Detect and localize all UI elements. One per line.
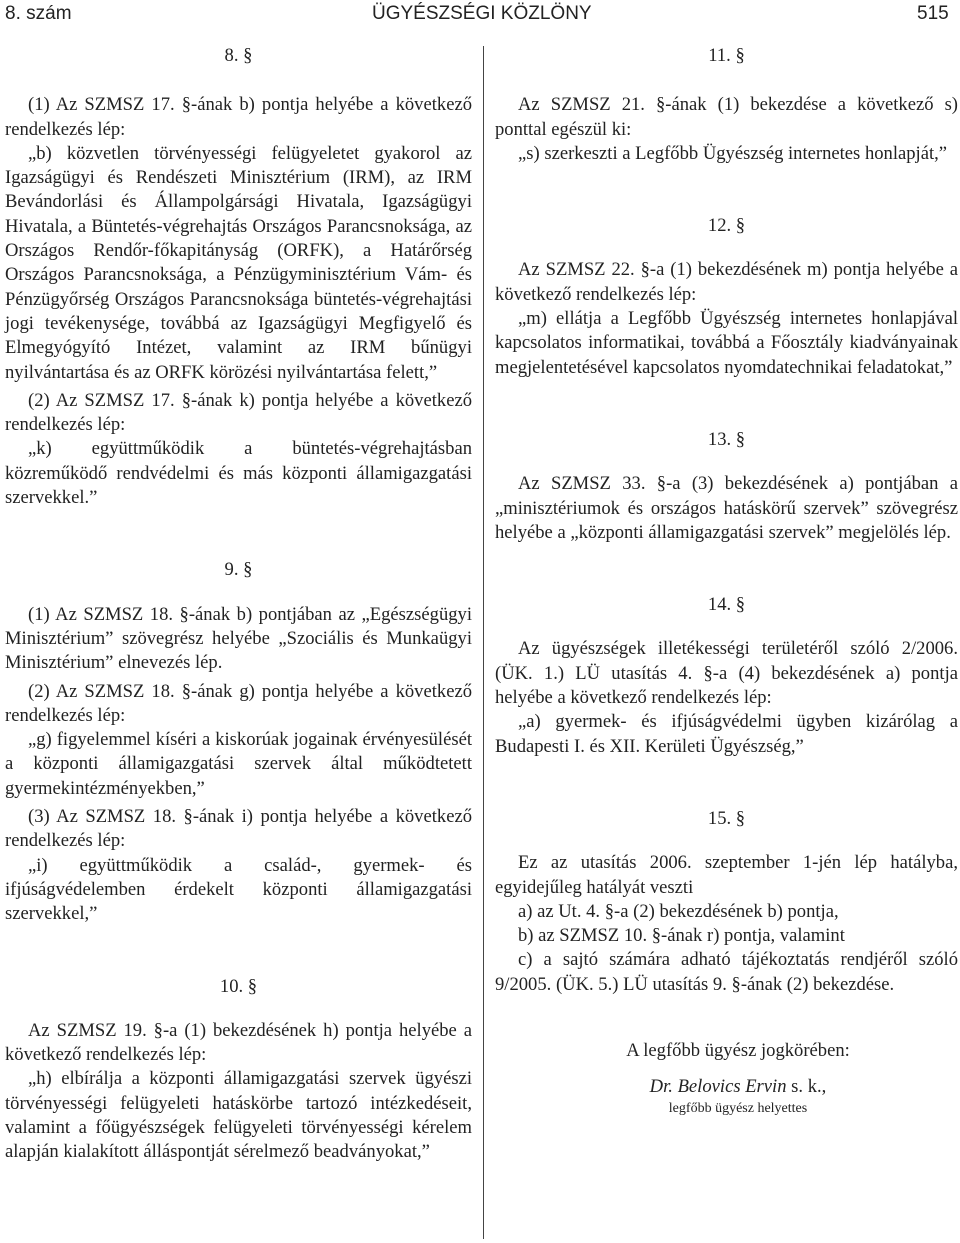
section-heading-15: 15. § — [707, 807, 746, 829]
quoted-provision: „k) együttműködik a büntetés-végrehajtásban közreműködő rendvédelmi és más központi államigazgatási szervekkel.” — [5, 438, 472, 509]
quoted-provision: „a) gyermek- és ifjúságvédelmi ügyben kizárólag a Budapesti I. és XII. Kerületi Ügyészség,” — [495, 711, 958, 757]
section-heading-10: 10. § — [219, 975, 258, 997]
quoted-provision: „s) szerkeszti a Legfőbb Ügyészség internetes honlapját,” — [518, 142, 948, 164]
journal-title: ÜGYÉSZSÉGI KÖZLÖNY — [372, 3, 592, 24]
issue-number: 8. szám — [5, 3, 72, 24]
column-divider — [483, 46, 484, 1239]
quoted-provision: „m) ellátja a Legfőbb Ügyészség internetes honlapjával kapcsolatos informatikai, továbbá a Főosztály kiadványainak megjelentetésével kapcsolatos nyomdatechnikai feladatokat,” — [495, 308, 958, 378]
paragraph: Az SZMSZ 19. §-a (1) bekezdésének h) pontja helyébe a következő rendelkezés lép: — [5, 1019, 472, 1066]
page-number: 515 — [917, 3, 949, 24]
paragraph: (1) Az SZMSZ 17. §-ának b) pontja helyébe a következő rendelkezés lép: — [5, 94, 472, 140]
paragraph: Az ügyészségek illetékességi területéről szóló 2/2006. (ÜK. 1.) LÜ utasítás 4. §-a (4) bekezdésének a) pontja helyébe a következő rendelkezés lép: — [495, 638, 958, 709]
signatory — [495, 1075, 958, 1099]
section-heading-13: 13. § — [707, 428, 746, 450]
list-item: b) az SZMSZ 10. §-ának r) pontja, valamint — [518, 925, 845, 947]
left-column — [5, 44, 472, 1165]
section-heading-9: 9. § — [224, 559, 253, 581]
signature-line: A legfőbb ügyész jogkörében: — [626, 1040, 850, 1062]
signatory-title: legfőbb ügyész helyettes — [668, 1100, 808, 1116]
list-item: a) az Ut. 4. §-a (2) bekezdésének b) pontja, — [518, 900, 839, 922]
section-heading-12: 12. § — [707, 215, 746, 237]
paragraph: (2) Az SZMSZ 18. §-ának g) pontja helyébe a következő rendelkezés lép: — [5, 680, 472, 726]
paragraph: Az SZMSZ 21. §-ának (1) bekezdése a következő s) ponttal egészül ki: — [495, 94, 958, 140]
paragraph: Az SZMSZ 33. §-a (3) bekezdésének a) pontjában a „minisztériumok és országos hatáskörű szervek” szövegrész helyébe a „központi államigazgatási szervek” megjelölés lép. — [495, 473, 958, 543]
section-heading-11: 11. § — [708, 45, 745, 66]
signatory-sk: s. k., — [791, 1076, 827, 1098]
right-column — [495, 44, 958, 1118]
quoted-provision: „g) figyelemmel kíséri a kiskorúak jogainak érvényesülését a központi államigazgatási szervek által működtetett gyermekintézményekben,” — [5, 729, 472, 799]
paragraph: Az SZMSZ 22. §-a (1) bekezdésének m) pontja helyébe a következő rendelkezés lép: — [495, 259, 958, 305]
list-item: c) a sajtó számára adható tájékoztatás rendjéről szóló 9/2005. (ÜK. 5.) LÜ utasítás 9. §-ának (2) bekezdése. — [495, 949, 958, 995]
section-heading-8: 8. § — [224, 45, 253, 66]
quoted-provision: „i) együttműködik a család-, gyermek- és ifjúságvédelemben érdekelt központi államigazgatási szervekkel,” — [5, 854, 472, 925]
paragraph: Ez az utasítás 2006. szeptember 1-jén lép hatályba, egyidejűleg hatályát veszti — [495, 852, 958, 898]
quoted-provision: „b) közvetlen törvényességi felügyeletet gyakorol az Igazságügyi és Rendészeti Minisztérium (IRM), az IRM Bevándorlási és Állampolgársági Hivatala, Igazságügyi Hivatala, a Büntetés-végrehajtás Országos Parancsnoksága, az Országos Rendőr-főkapitányság (ORFK), a Határőrség Országos Parancsnoksága, a Pénzügyminisztérium Vám- és Pénzügyőrség Országos Parancsnoksága büntetés-végrehajtási jogi tevékenysége, továbbá az Igazságügyi Megfigyelő és Elmegyógyító Intézet, valamint az IRM bűnügyi nyilvántartása és az ORFK körözési nyilvántartása felett,” — [5, 142, 472, 383]
section-heading-14: 14. § — [707, 594, 746, 616]
paragraph: (1) Az SZMSZ 18. §-ának b) pontjában az „Egészségügyi Minisztérium” szövegrész helyébe „Szociális és Munkaügyi Minisztérium” elnevezés lép. — [5, 603, 472, 674]
page-header — [0, 0, 960, 34]
paragraph: (2) Az SZMSZ 17. §-ának k) pontja helyébe a következő rendelkezés lép: — [5, 389, 472, 436]
signatory-name: Dr. Belovics Ervin — [649, 1076, 787, 1098]
quoted-provision: „h) elbírálja a központi államigazgatási szervek ügyészi törvényességi felügyeleti hatáskörbe tartozó intézkedéseit, valamint a főügyészségek felügyeleti törvényességi kérelem alapján kialakított álláspontját sérelmező beadványokat,” — [5, 1068, 472, 1163]
paragraph: (3) Az SZMSZ 18. §-ának i) pontja helyébe a következő rendelkezés lép: — [5, 806, 472, 852]
